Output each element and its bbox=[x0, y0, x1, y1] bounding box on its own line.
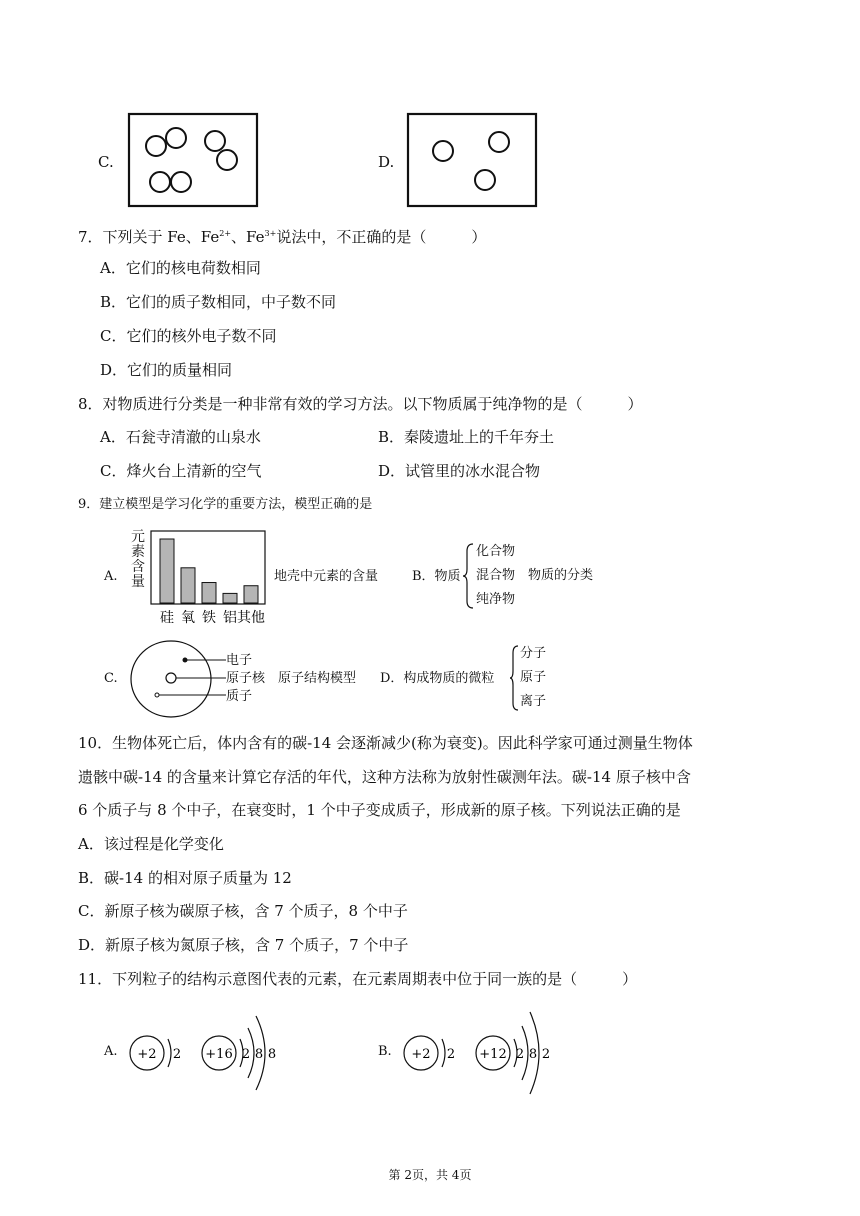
chart-ylabel: 元素含量 bbox=[131, 529, 145, 590]
option-b-caption: 物质的分类 bbox=[528, 568, 594, 583]
option-b-item-mixture: 混合物 bbox=[476, 568, 516, 583]
option-b-brace bbox=[463, 543, 475, 609]
option-b-item-pure: 纯净物 bbox=[476, 592, 516, 607]
crust-element-chart bbox=[150, 530, 270, 626]
q7-option-d: D．它们的质量相同 bbox=[100, 361, 233, 379]
proton-dot bbox=[155, 693, 159, 697]
particle bbox=[217, 150, 237, 170]
q7-stem: 7．下列关于 Fe、$Fe^{2+}$、$Fe^{3+}$说法中，不正确的是（ ） bbox=[78, 228, 487, 246]
q9-stem: 9．建立模型是学习化学的重要方法，模型正确的是 bbox=[78, 497, 373, 512]
bar-0 bbox=[160, 539, 174, 603]
page-footer: 第 2页，共 4页 bbox=[388, 1168, 472, 1182]
q10-option-c: C．新原子核为碳原子核，含 7 个质子，8 个中子 bbox=[78, 902, 408, 920]
bar-1 bbox=[181, 568, 195, 603]
shell-electrons: 8 bbox=[254, 1047, 264, 1062]
q10-option-b: B．碳-14 的相对原子质量为 12 bbox=[78, 869, 292, 887]
particle bbox=[171, 172, 191, 192]
particle bbox=[433, 141, 453, 161]
tick-label-4: 其他 bbox=[237, 610, 265, 626]
shell-electrons: 2 bbox=[241, 1047, 251, 1062]
tick-label-1: 氧 bbox=[181, 610, 195, 626]
particle bbox=[166, 128, 186, 148]
option-d-item-atom: 原子 bbox=[520, 670, 547, 685]
q6-option-d-label: D. bbox=[378, 153, 395, 171]
option-d-brace bbox=[510, 645, 520, 711]
shell-electrons: 2 bbox=[172, 1047, 182, 1062]
option-c-item-nucleus: 原子核 bbox=[226, 671, 266, 686]
q6-option-d-diagram bbox=[407, 113, 537, 207]
q10-option-a: A．该过程是化学变化 bbox=[78, 835, 224, 853]
shell-electrons: 2 bbox=[515, 1047, 525, 1062]
option-c-caption: 原子结构模型 bbox=[278, 671, 357, 686]
q11-stem: 11．下列粒子的结构示意图代表的元素，在元素周期表中位于同一族的是（ ） bbox=[78, 970, 638, 988]
option-c-item-proton: 质子 bbox=[226, 689, 253, 704]
q7-option-b: B．它们的质子数相同，中子数不同 bbox=[100, 293, 337, 311]
nucleus-charge: +16 bbox=[205, 1047, 233, 1062]
shell-electrons: 8 bbox=[528, 1047, 538, 1062]
q7-option-c: C．它们的核外电子数不同 bbox=[100, 327, 277, 345]
q10-stem-line-1: 10．生物体死亡后，体内含有的碳-14 会逐渐减少(称为衰变)。因此科学家可通过测量生物体 bbox=[78, 734, 693, 752]
tick-label-2: 铁 bbox=[202, 610, 216, 626]
bar-3 bbox=[223, 593, 237, 603]
q8-option-c: C．烽火台上清新的空气 bbox=[100, 462, 262, 480]
q6-option-c-diagram bbox=[128, 113, 258, 207]
q11-option-b-label: B. bbox=[378, 1044, 392, 1059]
q10-option-d: D．新原子核为氮原子核，含 7 个质子，7 个中子 bbox=[78, 936, 409, 954]
q9-option-a-label: A. bbox=[104, 569, 118, 584]
particle bbox=[150, 172, 170, 192]
option-c-item-electron: 电子 bbox=[226, 653, 253, 668]
bar-2 bbox=[202, 583, 216, 603]
q10-stem-line-3: 6 个质子与 8 个中子，在衰变时，1 个中子变成质子，形成新的原子核。下列说法正确的是 bbox=[78, 801, 681, 819]
q10-stem-line-2: 遗骸中碳-14 的含量来计算它存活的年代，这种方法称为放射性碳测年法。碳-14 原子核中含 bbox=[78, 768, 691, 786]
particle bbox=[205, 131, 225, 151]
chart-caption: 地壳中元素的含量 bbox=[274, 569, 379, 584]
atom-diagram-sulfur bbox=[200, 1010, 292, 1082]
particle bbox=[475, 170, 495, 190]
q7-option-a: A．它们的核电荷数相同 bbox=[100, 259, 261, 277]
bar-4 bbox=[244, 586, 258, 603]
q9-option-d-label: D．构成物质的微粒 bbox=[380, 671, 495, 686]
atom-diagram-helium-a bbox=[128, 1028, 188, 1078]
tick-label-0: 硅 bbox=[160, 610, 174, 626]
atom-diagram-helium-b bbox=[402, 1028, 462, 1078]
q8-option-d: D．试管里的冰水混合物 bbox=[378, 462, 541, 480]
tick-label-3: 铝 bbox=[223, 610, 237, 626]
option-b-item-compound: 化合物 bbox=[476, 544, 516, 559]
particle bbox=[146, 136, 166, 156]
nucleus-charge: +2 bbox=[137, 1047, 157, 1062]
q8-option-a: A．石瓮寺清澈的山泉水 bbox=[100, 428, 261, 446]
atom-structure-model bbox=[130, 640, 230, 720]
nucleus-charge: +12 bbox=[479, 1047, 507, 1062]
nucleus-circle bbox=[166, 673, 176, 683]
shell-electrons: 2 bbox=[446, 1047, 456, 1062]
q8-stem: 8．对物质进行分类是一种非常有效的学习方法。以下物质属于纯净物的是（ ） bbox=[78, 395, 643, 413]
q11-option-a-label: A. bbox=[104, 1044, 118, 1059]
q8-option-b: B．秦陵遗址上的千年夯土 bbox=[378, 428, 555, 446]
atom-diagram-magnesium bbox=[474, 1000, 566, 1086]
option-d-item-ion: 离子 bbox=[520, 694, 547, 709]
particle bbox=[489, 132, 509, 152]
q9-option-b-label: B．物质 bbox=[412, 569, 461, 584]
option-d-item-molecule: 分子 bbox=[520, 646, 547, 661]
q9-option-c-label: C. bbox=[104, 671, 118, 686]
nucleus-charge: +2 bbox=[411, 1047, 431, 1062]
q6-option-c-label: C. bbox=[98, 153, 114, 171]
shell-electrons: 2 bbox=[541, 1047, 551, 1062]
shell-electrons: 8 bbox=[267, 1047, 277, 1062]
